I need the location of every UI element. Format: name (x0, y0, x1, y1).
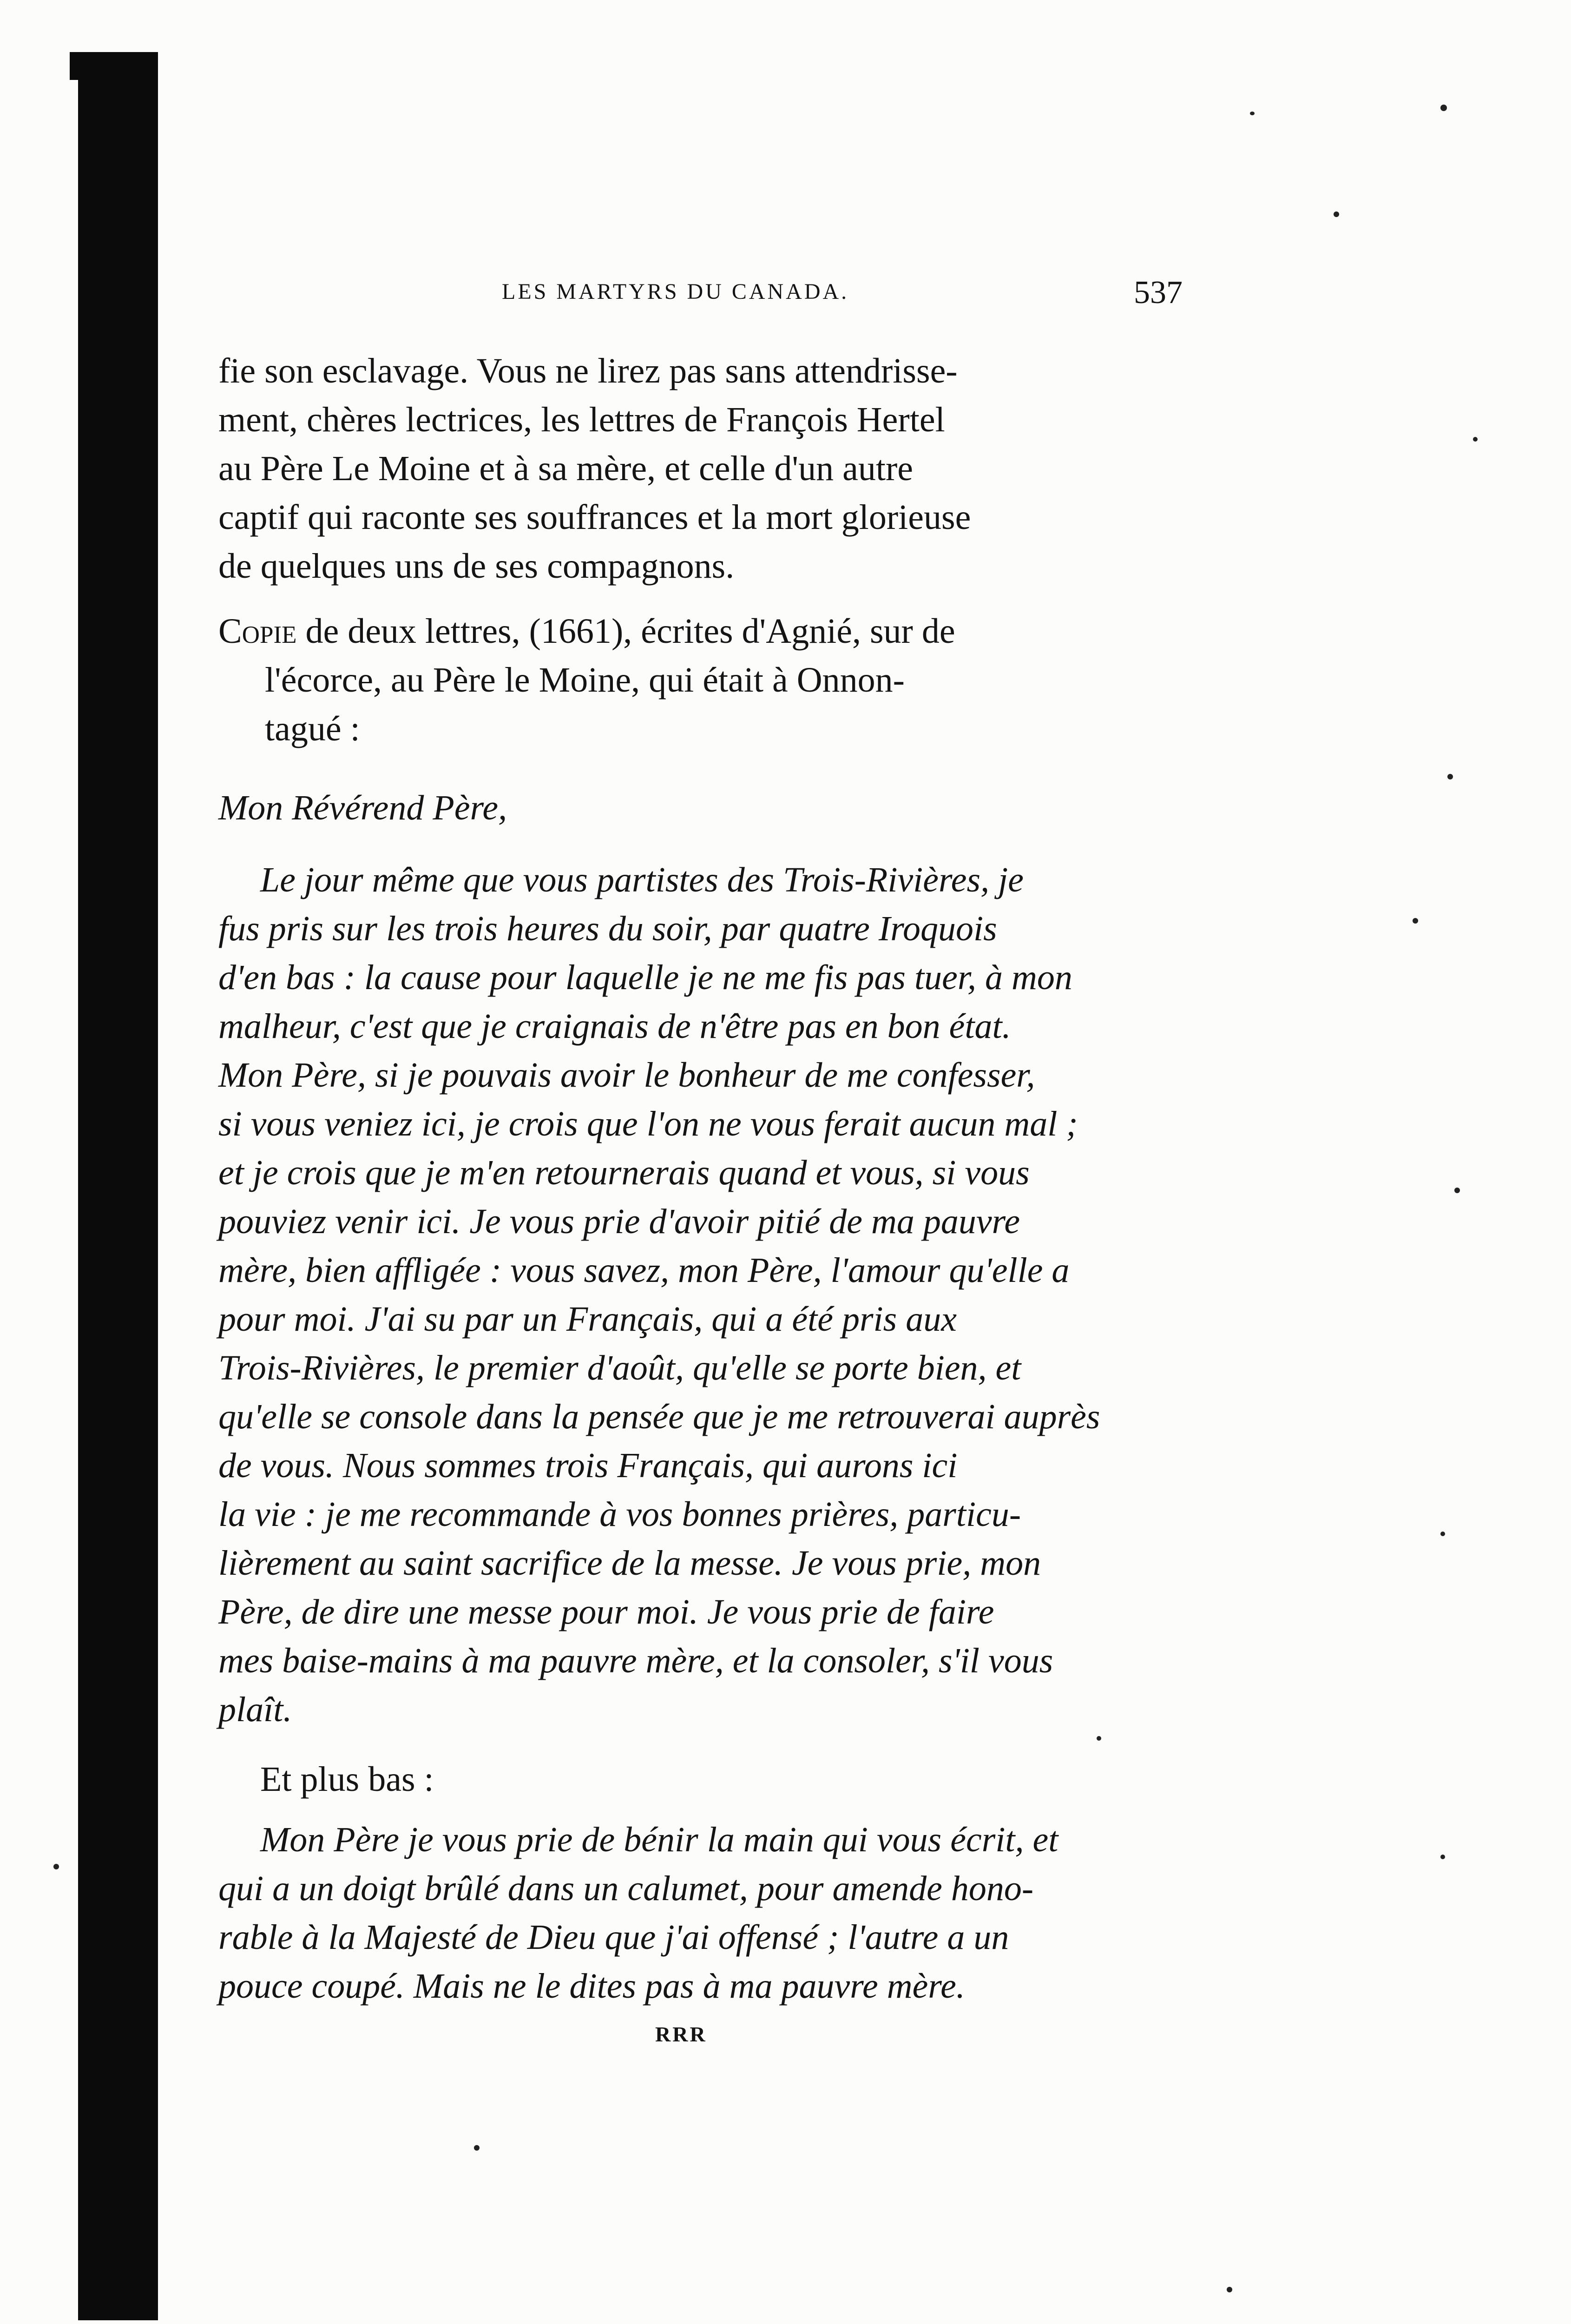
letter-line: mes baise-mains à ma pauvre mère, et la consoler, s'il vous (218, 1641, 1053, 1680)
binding-shadow (78, 52, 158, 2320)
letter-line: lièrement au saint sacrifice de la messe. Je vous prie, mon (218, 1544, 1041, 1583)
intro-line: fie son esclavage. Vous ne lirez pas sans attendrisse- (218, 351, 958, 390)
copie-first-line: de deux lettres, (1661), écrites d'Agnié, sur de (296, 612, 955, 651)
letter-line: la vie : je me recommande à vos bonnes prières, particu- (218, 1495, 1021, 1534)
letter-line: qu'elle se console dans la pensée que je me retrouverai auprès (218, 1397, 1100, 1436)
copie-line: l'écorce, au Père le Moine, qui était à Onnon- (265, 660, 905, 700)
letter-line: malheur, c'est que je craignais de n'être pas en bon état. (218, 1007, 1011, 1046)
letter-line: mère, bien affligée : vous savez, mon Père, l'amour qu'elle a (218, 1251, 1070, 1290)
postscript-intro: Et plus bas : (260, 1760, 434, 1799)
letter-line: Père, de dire une messe pour moi. Je vous prie de faire (218, 1592, 994, 1631)
intro-line: ment, chères lectrices, les lettres de François Hertel (218, 400, 945, 439)
scan-speck (1097, 1736, 1101, 1741)
letter-line: Trois-Rivières, le premier d'août, qu'elle se porte bien, et (218, 1348, 1021, 1387)
letter-line: plaît. (218, 1690, 292, 1729)
letter-line: et je crois que je m'en retournerais quand et vous, si vous (218, 1153, 1030, 1192)
letter-line: de vous. Nous sommes trois Français, qui aurons ici (218, 1446, 958, 1485)
copie-lead: Copie (218, 612, 297, 651)
copie-heading (218, 614, 955, 649)
intro-line: de quelques uns de ses compagnons. (218, 547, 735, 586)
scan-speck (1454, 1188, 1460, 1193)
letter-line: si vous veniez ici, je crois que l'on ne vous ferait aucun mal ; (218, 1104, 1078, 1143)
printers-signature-mark: RRR (655, 2022, 707, 2046)
intro-line: captif qui raconte ses souffrances et la mort glorieuse (218, 498, 971, 537)
page-number: 537 (1134, 275, 1183, 310)
scan-speck (1227, 2287, 1232, 2292)
scan-speck (474, 2145, 480, 2151)
running-head: LES MARTYRS DU CANADA. (502, 279, 849, 304)
letter-line: d'en bas : la cause pour laquelle je ne me fis pas tuer, à mon (218, 958, 1072, 997)
letter-line: Mon Père, si je pouvais avoir le bonheur de me confesser, (218, 1056, 1035, 1095)
postscript-line: qui a un doigt brûlé dans un calumet, pour amende hono- (218, 1869, 1034, 1908)
letter-line: pouviez venir ici. Je vous prie d'avoir pitié de ma pauvre (218, 1202, 1020, 1241)
intro-line: au Père Le Moine et à sa mère, et celle d'un autre (218, 449, 913, 488)
scan-speck (1473, 437, 1478, 442)
binding-shadow-notch (70, 52, 88, 80)
letter-line: pour moi. J'ai su par un Français, qui a été pris aux (218, 1300, 957, 1339)
postscript-line: pouce coupé. Mais ne le dites pas à ma pauvre mère. (218, 1967, 965, 2006)
letter-line: fus pris sur les trois heures du soir, par quatre Iroquois (218, 909, 997, 948)
scan-speck (1413, 918, 1418, 924)
postscript-line: rable à la Majesté de Dieu que j'ai offensé ; l'autre a un (218, 1918, 1009, 1957)
scan-speck (1440, 1855, 1445, 1859)
letter-salutation: Mon Révérend Père, (218, 788, 507, 827)
scan-speck (1440, 1532, 1445, 1536)
scan-speck (1334, 211, 1339, 217)
scan-speck (1250, 112, 1255, 115)
scan-speck (1440, 105, 1447, 111)
postscript-line: Mon Père je vous prie de bénir la main qui vous écrit, et (260, 1820, 1058, 1859)
scan-speck (53, 1864, 59, 1869)
letter-line: Le jour même que vous partistes des Trois-Rivières, je (260, 860, 1024, 899)
scan-speck (1447, 774, 1453, 779)
copie-line: tagué : (265, 709, 360, 748)
